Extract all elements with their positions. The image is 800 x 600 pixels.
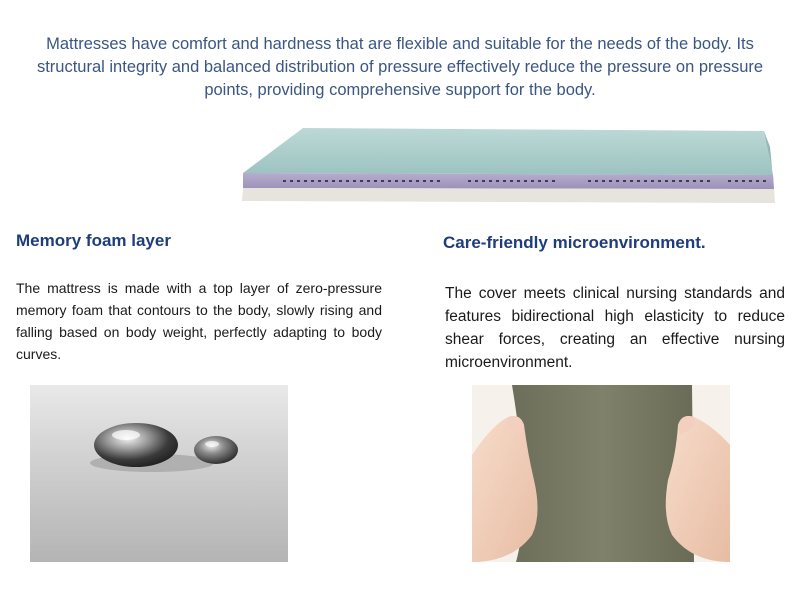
- microenvironment-description: The cover meets clinical nursing standards and features bidirectional high elasticity to reduce shear forces, creating an effective nursing microenvironment.: [445, 285, 785, 371]
- memory-foam-title: Memory foam layer: [16, 231, 171, 250]
- intro-text: Mattresses have comfort and hardness that are flexible and suitable for the needs of the body. Its structural integrity and balanced distribution of pressure effectively reduce the pressure on pressure points, providing comprehensive support for the body.: [36, 35, 764, 99]
- microenvironment-title: Care-friendly microenvironment.: [443, 233, 706, 252]
- memory-foam-description: The mattress is made with a top layer of zero-pressure memory foam that contours to the body, slowly rising and falling based on body weight, perfectly adapting to body curves.: [16, 280, 382, 362]
- mattress-image: [238, 125, 778, 205]
- stretch-fabric-photo: [472, 385, 730, 562]
- memory-foam-photo: [30, 385, 288, 562]
